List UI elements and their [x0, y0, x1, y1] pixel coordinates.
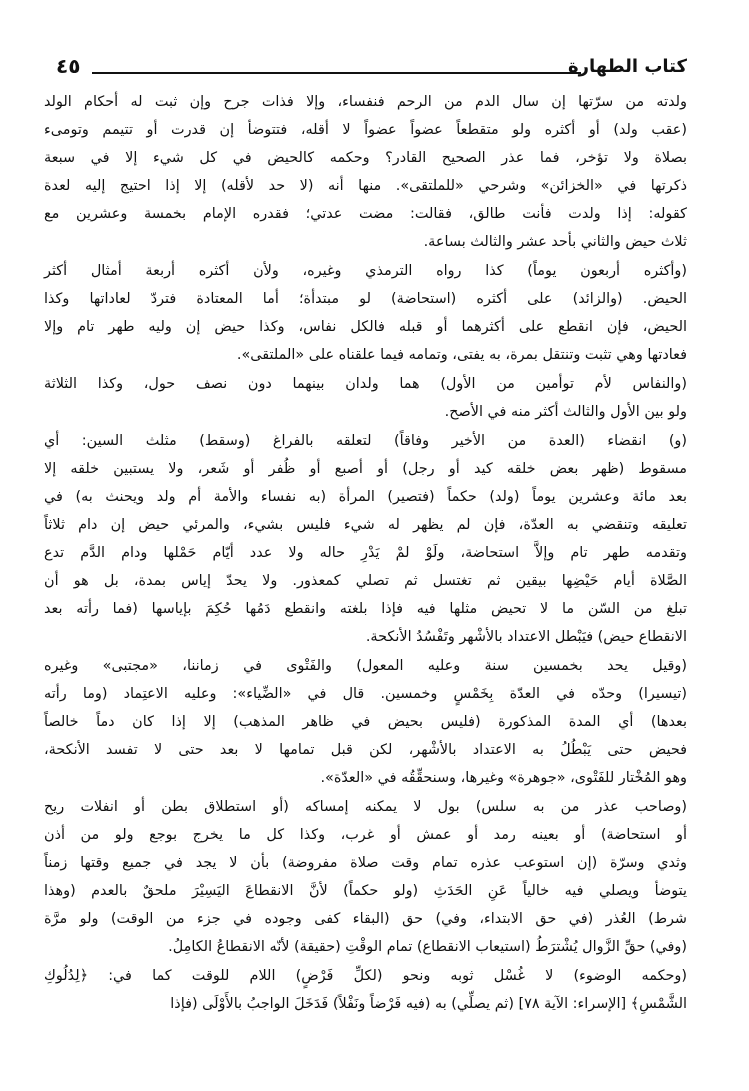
text-line: مسقوط (ظهر بعض خلقه كيد أو رجل) أو أصبع أو ظُفر أو شَعر، ولا يستبين خلقه إلا — [44, 461, 687, 477]
text-line: تبلغ من السّن ما لا تحيض مثلها فيه فإذا بلغته وانقطع دَمُها حُكِمَ بإياسها (فما رأته بعد — [44, 601, 687, 617]
text-line: تعليقه وتنقضي به العدّة، فإن لم يظهر له شيء فليس بشيء، والمرئي حيض إن دام ثلاثاً — [44, 517, 687, 533]
paragraph — [44, 88, 687, 256]
text-line: ثلاث حيض والثاني بأحد عشر والثالث بساعة. — [423, 234, 687, 250]
paragraph — [44, 793, 687, 961]
text-line: الحيض. (والزائد) على أكثره (استحاضة) لو مبتدأة؛ أما المعتادة فتردّ لعاداتها وكذا — [44, 291, 687, 307]
text-line: ذكرتها في «الخزائن» وشرحي «للملتقى». منها أنه (لا حد لأقله) إلا إذا احتيج إليه لعدة — [44, 178, 687, 194]
text-line: الحيض، فإن انقطع على أكثرهما أو قبله فالكل نفاس، وكذا حيض إن وليه طهر تام وإلا — [44, 319, 687, 335]
paragraph — [44, 370, 687, 426]
text-line: (وصاحب عذر من به سلس) بول لا يمكنه إمساكه (أو استطلاق بطن أو انفلات ريح — [44, 799, 687, 815]
text-line: بعدها) أي المدة المذكورة (فليس بحيض في ظاهر المذهب) إلا إذا كان دماً خالصاً — [44, 714, 687, 730]
text-line: (وأكثره أربعون يوماً) كذا رواه الترمذي وغيره، ولأن أكثره أربعة أمثال أكثر — [44, 263, 687, 279]
text-line: بعد مائة وعشرين يوماً (ولد) حكماً (فتصير) المرأة (به نفساء والأمة أم ولد ويحنث به) في — [44, 489, 687, 505]
paragraph — [44, 257, 687, 369]
text-line: (وقيل يحد بخمسين سنة وعليه المعول) والفَتْوى في زماننا، «مجتبى» وغيره — [44, 658, 687, 674]
text-line: فحيض حتى يَبْطُلُ به الاعتداد بالأشْهر، لكن قبل تمامها لا بعد حتى لا تفسد الأنكحة، — [44, 742, 687, 758]
text-line: كقوله: إذا ولدت فأنت طالق، فقالت: مضت عدتي؛ فقدره الإمام بخمسة وعشرين مع — [44, 206, 687, 222]
text-line: الانقطاع حيض) فيَبْطل الاعتداد بالأشْهر وتَفْسُدُ الأنكحة. — [365, 629, 687, 645]
text-line: فعادتها وهي تثبت وتنتقل بمرة، به يفتى، وتمامه فيما علقناه على «الملتقى». — [236, 347, 687, 363]
header-rule — [92, 72, 581, 74]
text-line: وثدي وسرّة (إن استوعب عذره تمام وقت صلاة مفروضة) بأن لا يجد في جميع وقتها زمناً — [44, 855, 687, 871]
text-line: وهو المُخْتار للفَتْوى، «جوهرة» وغيرها، وسنحقِّقُه في «العدّة». — [320, 770, 687, 786]
text-line: وتقدمه طهر تام وإلاَّ استحاضة، ولَوْ لمْ يَدْرِ حاله ولا عدد أيّام حَمْلها ودام الدَّم تدع — [44, 545, 687, 561]
paragraph — [44, 962, 687, 1018]
text-line: (و) انقضاء (العدة من الأخير وفاقاً) لتعلقه بالفراغ (وسقط) مثلث السين: أي — [44, 433, 687, 449]
body-text — [44, 88, 687, 1018]
text-line: ولدته من سرّتها إن سال الدم من الرحم فنفساء، وإلا فذات جرح وإن ثبت له أحكام الولد — [44, 94, 687, 110]
book-title: كتاب الطهارة — [567, 56, 687, 77]
text-line: أو استحاضة) أو بعينه رمد أو عمش أو غرب، وكذا كل ما يخرج بوجع ولو من أذن — [44, 827, 687, 843]
text-line: الصَّلاة أيام حَيْضِها بيقين ثم تغتسل ثم تصلي كمعذور. ولا يحدّ إياس بمدة، بل هو أن — [44, 573, 687, 589]
text-line: (تيسيرا) وحدّه في العدّة بِخَمْسٍ وخمسين. قال في «الضِّياء»: وعليه الاعتِماد (وما رأته — [44, 686, 687, 702]
text-line: شرط) العُذر (في حق الابتداء، وفي) حق (البقاء كفى وجوده في جزء من الوقت) ولو مرَّة — [44, 911, 687, 927]
page-number: ٤٥ — [56, 54, 81, 78]
text-line: (وفي) حقِّ الزَّوال يُشْترَطُ (استيعاب الانقطاع) تمام الوقْتِ (حقيقة) لأنّه الانقطاعُ الكامِلُ. — [168, 939, 687, 955]
running-header — [44, 50, 687, 84]
text-line: الشَّمْسِ﴾ [الإسراء: الآية ٧٨] (ثم يصلِّي) به (فيه فَرْضاً ونَفْلاً) فَدَخَلَ الواجبُ بالأَوْلَى (فإذا — [170, 996, 687, 1012]
text-line: يتوضأ ويصلي فيه خالياً عَنِ الحَدَثِ (ولو حكماً) لأنَّ الانقطاعَ اليَسِيْرَ ملحقٌ بالعدم (وهذا — [44, 883, 687, 899]
text-line: ولو بين الأول والثالث أكثر منه في الأصح. — [444, 404, 687, 420]
paragraph — [44, 652, 687, 792]
text-line: (عقب ولد) أو أكثره ولو متقطعاً عضواً عضواً لا أقله، فتتوضأ إن قدرت أو تتيمم وتومىء — [44, 122, 687, 138]
text-line: (والنفاس لأم توأمين من الأول) هما ولدان بينهما دون نصف حول، وكذا الثلاثة — [44, 376, 687, 392]
paragraph — [44, 427, 687, 651]
text-line: (وحكمه الوضوء) لا غُسْل ثوبه ونحو (لكلِّ فَرْضٍ) اللام للوقت كما في: ﴿لِدُلُوكِ — [44, 968, 687, 984]
text-line: بصلاة ولا تؤخر، فما عذر الصحيح القادر؟ وحكمه كالحيض في كل شيء إلا في سبعة — [44, 150, 687, 166]
